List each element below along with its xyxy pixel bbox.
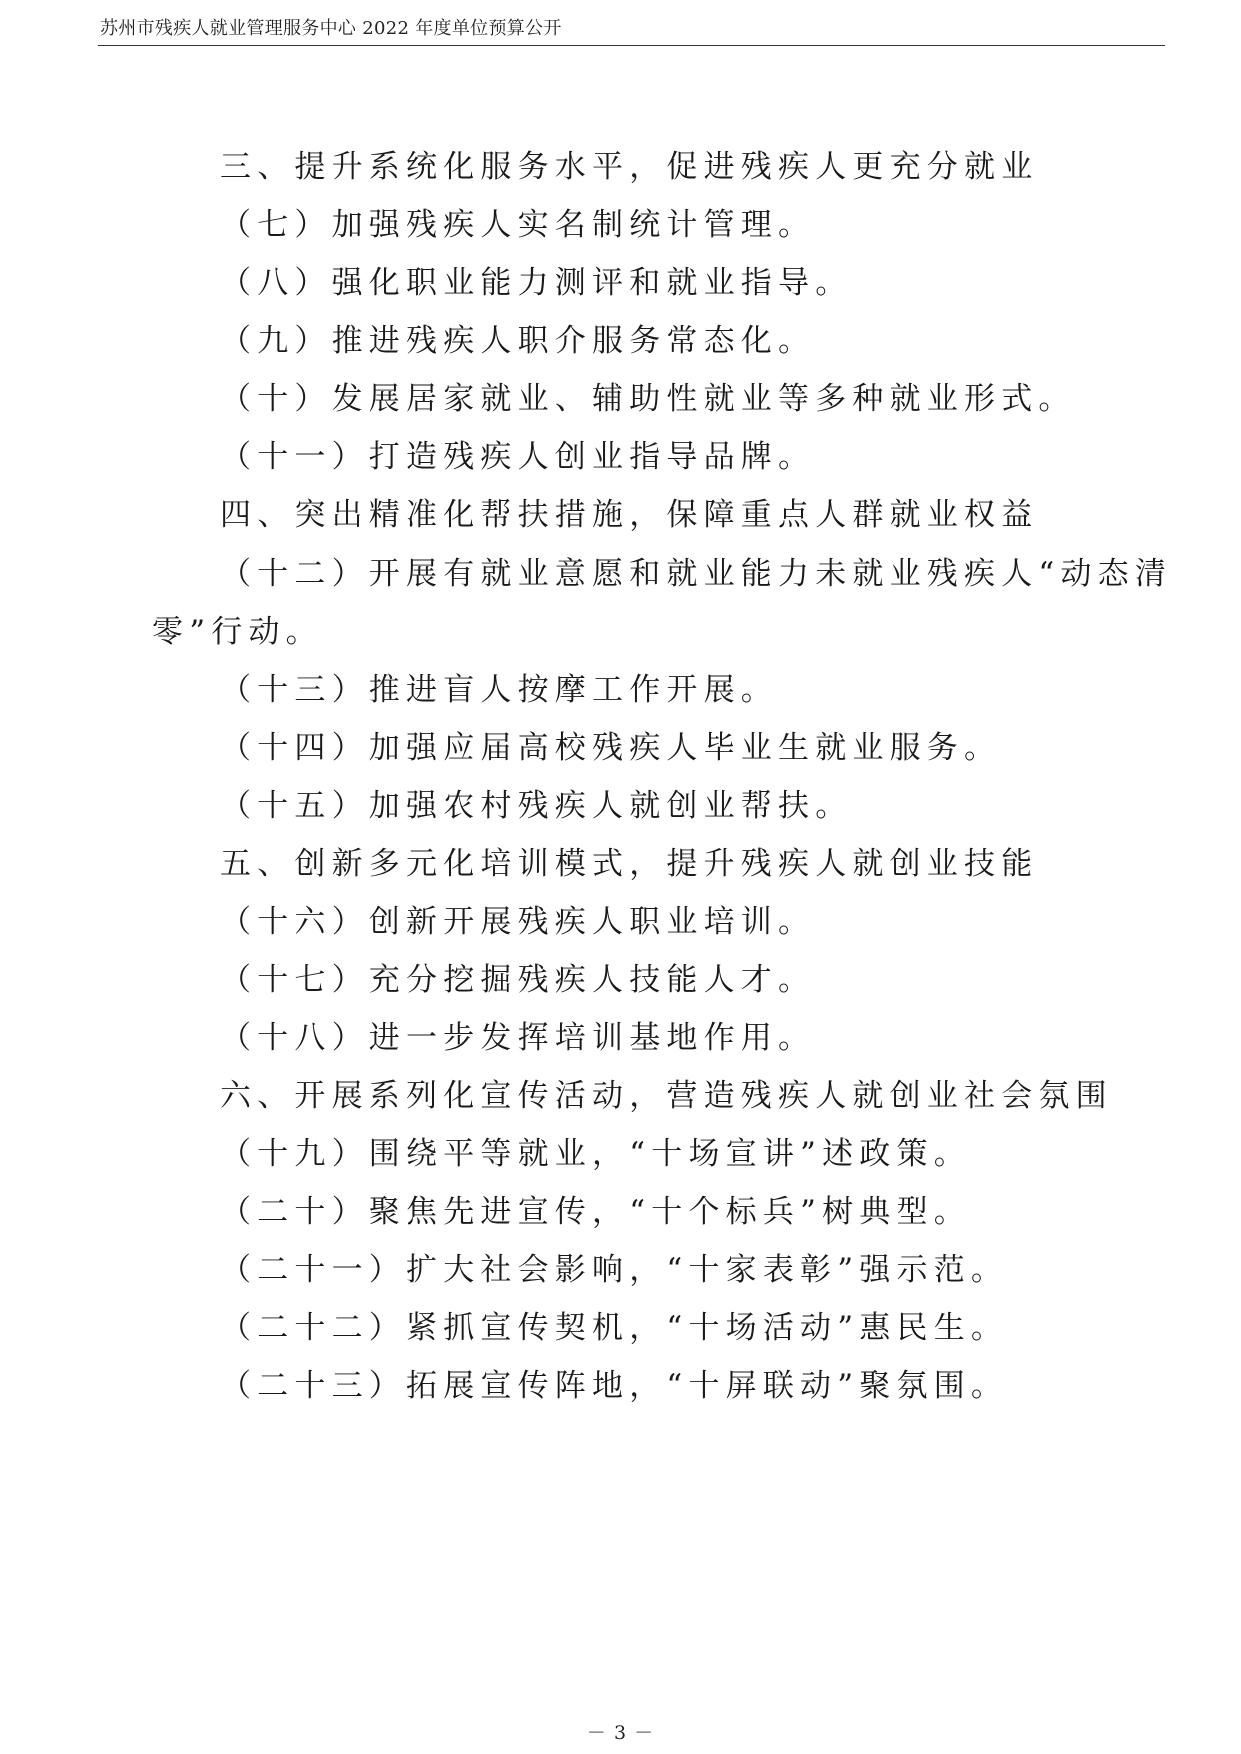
- section-heading-6: 六、开展系列化宣传活动，营造残疾人就创业社会氛围: [220, 1078, 1113, 1114]
- section-heading-3: 三、提升系统化服务水平，促进残疾人更充分就业: [220, 149, 1039, 185]
- list-item: （二十）聚焦先进宣传，“十个标兵”树典型。: [220, 1194, 971, 1230]
- list-item: （十）发展居家就业、辅助性就业等多种就业形式。: [220, 381, 1076, 417]
- list-item: （二十一）扩大社会影响，“十家表彰”强示范。: [220, 1252, 1009, 1288]
- section-heading-5: 五、创新多元化培训模式，提升残疾人就创业技能: [220, 846, 1039, 882]
- list-item: （十七）充分挖掘残疾人技能人才。: [220, 962, 816, 998]
- list-item: （十六）创新开展残疾人职业培训。: [220, 904, 816, 940]
- list-item: （九）推进残疾人职介服务常态化。: [220, 323, 816, 359]
- list-item: （十五）加强农村残疾人就创业帮扶。: [220, 788, 853, 824]
- section-heading-4: 四、突出精准化帮扶措施，保障重点人群就业权益: [220, 497, 1039, 533]
- list-item: （十一）打造残疾人创业指导品牌。: [220, 439, 816, 475]
- list-item: （十四）加强应届高校残疾人毕业生就业服务。: [220, 730, 1002, 766]
- list-item: （十三）推进盲人按摩工作开展。: [220, 672, 778, 708]
- list-item: （十二）开展有就业意愿和就业能力未就业残疾人“动态清: [220, 556, 1173, 592]
- list-item: （十八）进一步发挥培训基地作用。: [220, 1020, 816, 1056]
- list-item: （七）加强残疾人实名制统计管理。: [220, 207, 816, 243]
- page-number: － 3 －: [586, 1722, 655, 1744]
- list-item: （十九）围绕平等就业，“十场宣讲”述政策。: [220, 1136, 971, 1172]
- page-header-title: 苏州市残疾人就业管理服务中心 2022 年度单位预算公开: [100, 18, 562, 39]
- list-item-continuation: 零”行动。: [152, 614, 323, 650]
- list-item: （八）强化职业能力测评和就业指导。: [220, 265, 853, 301]
- list-item: （二十三）拓展宣传阵地，“十屏联动”聚氛围。: [220, 1368, 1009, 1404]
- list-item: （二十二）紧抓宣传契机，“十场活动”惠民生。: [220, 1310, 1009, 1346]
